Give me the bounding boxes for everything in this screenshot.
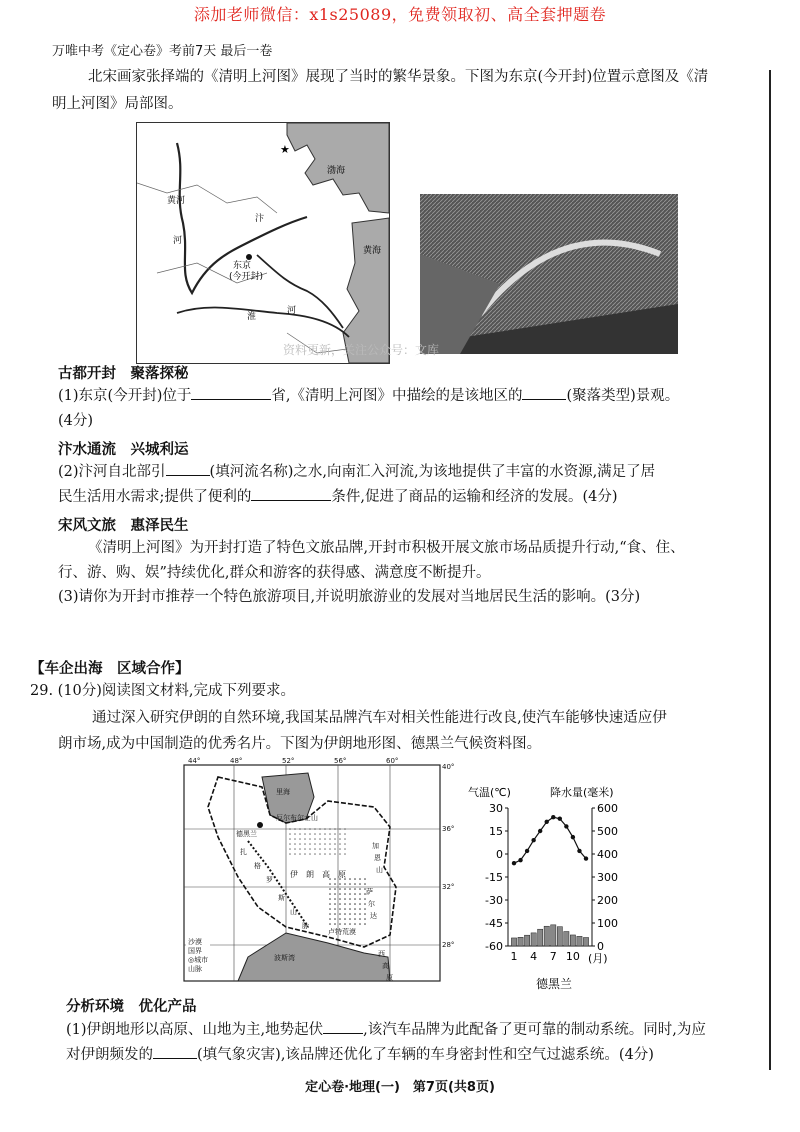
he-label: 河 xyxy=(173,236,183,246)
temp-point xyxy=(531,838,535,842)
q29-1-line2 xyxy=(66,1042,766,1069)
s3-para-line2: 行、游、购、娱”持续优化,群众和游客的获得感、满意度不断提升。 xyxy=(58,565,491,581)
y2-tick-label: 400 xyxy=(597,848,618,861)
lat-28: 28° xyxy=(442,941,455,949)
y1-tick-label: 15 xyxy=(489,825,503,838)
q29-1-blank-terrain[interactable] xyxy=(323,1019,363,1034)
precip-bar xyxy=(544,926,549,946)
q2-text-b: (填河流名称)之水,向南汇入河流,为该地提供了丰富的水资源,满足了居 xyxy=(209,464,656,480)
lat-32: 32° xyxy=(442,883,455,891)
precip-bar xyxy=(524,935,529,946)
precip-bar xyxy=(583,937,588,946)
x-unit-label: (月) xyxy=(588,952,608,965)
q2-line1 xyxy=(58,459,768,486)
q1-text-b: 省,《清明上河图》中描绘的是该地区的 xyxy=(271,388,523,404)
q2-text-d: 条件,促进了商品的运输和经济的发展。(4分) xyxy=(331,489,618,505)
q29-para-line1: 通过深入研究伊朗的自然环境,我国某品牌汽车对相关性能进行改良,使汽车能够快速适应伊 xyxy=(92,710,667,726)
lon-60: 60° xyxy=(386,757,399,765)
watermark: 添加老师微信：x1s25089，免费领取初、高全套押题卷 xyxy=(193,5,607,24)
s3-para-line1: 《清明上河图》为开封打造了特色文旅品牌,开封市积极开展文旅市场品质提升行动,“食、住、 xyxy=(88,540,685,556)
temp-point xyxy=(525,849,529,853)
east-mt-5: 达 xyxy=(370,912,377,920)
page-header: 万唯中考《定心卷》考前7天 最后一卷 xyxy=(52,44,273,59)
intro-line-1: 北宋画家张择端的《清明上河图》展现了当时的繁华景象。下图为东京(今开封)位置示意图及《清 xyxy=(88,69,709,85)
q2-blank-condition[interactable] xyxy=(251,486,331,501)
temp-point xyxy=(571,835,575,839)
precip-bar xyxy=(511,938,516,946)
plateau-label: 伊 朗 高 原 xyxy=(290,870,346,879)
climate-chart-svg xyxy=(468,776,628,996)
zagros-5: 山 xyxy=(290,908,297,916)
intro-line-2: 明上河图》局部图。 xyxy=(52,96,183,112)
temp-point xyxy=(538,829,542,833)
temp-point xyxy=(551,815,555,819)
q1-score: (4分) xyxy=(58,413,94,429)
q29-1-blank-hazard[interactable] xyxy=(153,1044,197,1059)
section2-title: 汴水通流 兴城利运 xyxy=(58,442,189,458)
y1-tick-label: -15 xyxy=(485,871,503,884)
capital-star: ★ xyxy=(280,143,290,156)
east-mt-6: 西 xyxy=(378,950,385,958)
tehran-climate-chart xyxy=(468,776,628,996)
temp-line xyxy=(514,817,586,863)
q2-text-a: (2)汴河自北部引 xyxy=(58,464,166,480)
margin-line xyxy=(769,70,771,1070)
temp-point xyxy=(558,817,562,821)
huanghai-label: 黄海 xyxy=(363,246,382,256)
q29-1-text-a: (1)伊朗地形以高原、山地为主,地势起伏 xyxy=(66,1022,324,1038)
y1-tick-label: 0 xyxy=(496,848,503,861)
x-tick-label: 4 xyxy=(530,950,538,963)
precip-bar xyxy=(538,929,543,946)
precip-bar xyxy=(557,927,562,946)
y2-tick-label: 500 xyxy=(597,825,618,838)
zagros-3: 罗 xyxy=(266,876,273,884)
y1-tick-label: 30 xyxy=(489,802,503,815)
q29-para-line2: 朗市场,成为中国制造的优秀名片。下图为伊朗地形图、德黑兰气候资料图。 xyxy=(58,736,542,752)
q3-text: (3)请你为开封市推荐一个特色旅游项目,并说明旅游业的发展对当地居民生活的影响。(3分) xyxy=(58,589,641,605)
zagros-1: 扎 xyxy=(240,848,247,856)
q2-line2 xyxy=(58,484,768,511)
east-mt-4: 尔 xyxy=(368,900,375,908)
kaifeng-label: (今开封) xyxy=(229,272,264,282)
y2-axis-label: 降水量(毫米) xyxy=(550,786,614,799)
y1-tick-label: -30 xyxy=(485,894,503,907)
temp-point xyxy=(564,824,568,828)
y1-tick-label: -60 xyxy=(485,940,503,953)
temp-point xyxy=(584,856,588,860)
caspian-label: 里海 xyxy=(276,788,290,796)
east-mt-3: 萨 xyxy=(366,888,373,896)
qingming-painting xyxy=(420,194,678,354)
y1-axis-label: 气温(℃) xyxy=(468,786,511,799)
bohai-label: 渤海 xyxy=(327,166,346,176)
q1-blank-province[interactable] xyxy=(191,385,271,400)
q1-text-c: (聚落类型)景观。 xyxy=(566,388,680,404)
temp-point xyxy=(577,849,581,853)
lon-52: 52° xyxy=(282,757,295,765)
iran-map-labels xyxy=(178,757,458,989)
section4-title: 分析环境 优化产品 xyxy=(66,999,197,1015)
east-mt-1: 恩 xyxy=(374,854,381,862)
y2-tick-label: 100 xyxy=(597,917,618,930)
desert-label: 卢特荒漠 xyxy=(328,928,356,936)
precip-bar xyxy=(551,925,556,946)
painting-svg xyxy=(420,194,678,354)
q1-blank-settlement[interactable] xyxy=(522,385,566,400)
zagros-4: 斯 xyxy=(278,894,285,902)
kaifeng-map-svg xyxy=(137,123,389,363)
y2-tick-label: 0 xyxy=(597,940,604,953)
lon-44: 44° xyxy=(188,757,201,765)
legend-mountain: 山脉 xyxy=(188,965,202,973)
section3-title: 宋风文旅 惠泽民生 xyxy=(58,518,189,534)
kaifeng-dot xyxy=(246,254,252,260)
x-tick-label: 7 xyxy=(549,950,557,963)
q29-1-text-d: (填气象灾害),该品牌还优化了车辆的车身密封性和空气过滤系统。(4分) xyxy=(197,1047,654,1063)
precip-bar xyxy=(531,933,536,946)
temp-point xyxy=(545,820,549,824)
huanghe-label: 黄河 xyxy=(167,196,186,206)
precip-bar xyxy=(577,936,582,946)
q2-blank-river[interactable] xyxy=(166,461,210,476)
q29-1-text-b: ,该汽车品牌为此配备了更可靠的制动系统。同时,为应 xyxy=(363,1022,706,1038)
y1-tick-label: -45 xyxy=(485,917,503,930)
q29-stem: 29. (10分)阅读图文材料,完成下列要求。 xyxy=(30,683,296,699)
lat-36: 36° xyxy=(442,825,455,833)
q29-1-line1 xyxy=(66,1017,766,1044)
x-tick-label: 10 xyxy=(565,950,580,963)
gulf-label: 波斯湾 xyxy=(274,954,295,962)
river-label: 河 xyxy=(287,306,297,316)
legend-desert: 沙漠 xyxy=(188,938,202,946)
q1-line1 xyxy=(58,383,768,410)
bian-river xyxy=(257,255,343,328)
y2-tick-label: 300 xyxy=(597,871,618,884)
q1-text-a: (1)东京(今开封)位于 xyxy=(58,388,192,404)
precip-bar xyxy=(570,935,575,946)
bian-label: 汴 xyxy=(255,214,265,224)
x-tick-label: 1 xyxy=(510,950,518,963)
temp-point xyxy=(518,858,522,862)
overlay-watermark: 资料更新，关注公众号：文库 xyxy=(283,343,440,357)
dongjing-label: 东京 xyxy=(233,261,252,271)
lat-40: 40° xyxy=(442,763,455,771)
east-mt-7: 高 xyxy=(382,962,389,970)
q29-tag: 【车企出海 区域合作】 xyxy=(30,661,190,677)
kaifeng-location-map xyxy=(136,122,390,364)
temp-point xyxy=(512,861,516,865)
page-footer: 定心卷·地理(一) 第7页(共8页) xyxy=(305,1080,495,1095)
q29-1-text-c: 对伊朗频发的 xyxy=(66,1047,153,1063)
y2-tick-label: 600 xyxy=(597,802,618,815)
iran-terrain-map xyxy=(178,757,458,989)
east-mt-2: 山 xyxy=(376,866,383,874)
huai-label: 淮 xyxy=(247,312,257,322)
precip-bar xyxy=(564,932,569,946)
chart-title: 德黑兰 xyxy=(536,977,573,991)
y2-tick-label: 200 xyxy=(597,894,618,907)
huai-river xyxy=(177,308,349,337)
lon-56: 56° xyxy=(334,757,347,765)
precip-bar xyxy=(518,937,523,946)
section1-title: 古都开封 聚落探秘 xyxy=(58,366,189,382)
east-mt-8: 原 xyxy=(386,974,393,982)
iran-map-legend xyxy=(186,937,210,975)
legend-city: ◎城市 xyxy=(188,956,209,964)
q2-text-c: 民生活用水需求;提供了便利的 xyxy=(58,489,252,505)
legend-border: 国界 xyxy=(188,947,202,955)
east-mt-0: 加 xyxy=(372,842,379,850)
zagros-2: 格 xyxy=(254,862,261,870)
tehran-label: 德黑兰 xyxy=(236,830,257,838)
elburz-label: 厄尔布尔士山 xyxy=(276,814,318,822)
lon-48: 48° xyxy=(230,757,243,765)
zagros-6: 脉 xyxy=(302,922,309,930)
